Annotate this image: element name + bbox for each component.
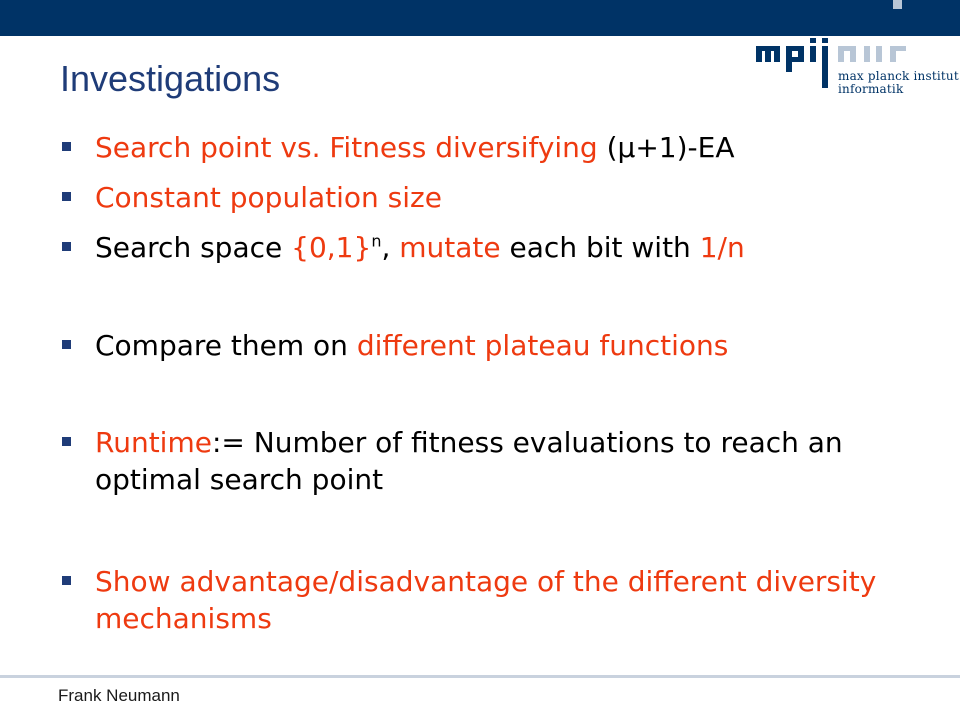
footer-divider	[0, 675, 960, 678]
logo-line-2: informatik	[838, 82, 904, 96]
bullet-segment: each bit with	[500, 231, 700, 264]
bullet-item	[95, 327, 885, 364]
bullet-item	[95, 424, 885, 498]
top-bar	[0, 0, 960, 36]
bullet-marker-icon	[62, 437, 71, 446]
bullet-segment: ,	[381, 231, 400, 264]
logo-line-1: max planck institut	[838, 69, 959, 83]
bullet-segment: Search point vs. Fitness diversifying	[95, 131, 598, 164]
bullet-segment: different plateau functions	[356, 329, 729, 362]
bullet-segment: (μ+1)-EA	[597, 131, 735, 164]
bullet-marker-icon	[62, 576, 71, 585]
bullet-segment: Runtime	[95, 426, 212, 459]
bullet-text	[95, 131, 735, 164]
bullet-text	[95, 329, 728, 362]
bullet-segment: 1/n	[699, 231, 745, 264]
bullet-item	[95, 129, 885, 166]
bullet-text	[95, 565, 876, 635]
bullet-segment: n	[371, 231, 382, 251]
bullet-marker-icon	[62, 340, 71, 349]
bullet-marker-icon	[62, 192, 71, 201]
bullet-item	[95, 229, 885, 266]
bullet-segment: := Number of fitness evaluations to reach an optimal search point	[95, 426, 843, 496]
bullet-segment: mutate	[399, 231, 501, 264]
logo-text	[838, 70, 959, 96]
bullet-text	[95, 181, 442, 214]
bullet-text	[95, 231, 745, 264]
slide-title: Investigations	[60, 58, 281, 99]
bullet-segment: Constant population size	[95, 181, 442, 214]
bullet-segment: {0,1}	[291, 231, 372, 264]
bullet-segment: Show advantage/disadvantage of the different diversity mechanisms	[95, 565, 877, 635]
bullet-text	[95, 426, 843, 496]
bullet-segment: Search space	[95, 231, 292, 264]
bullet-segment: Compare them on	[95, 329, 357, 362]
footer-author: Frank Neumann	[58, 686, 180, 705]
top-bar-accent	[893, 0, 902, 9]
bullet-marker-icon	[62, 142, 71, 151]
bullet-item	[95, 179, 885, 216]
bullet-marker-icon	[62, 242, 71, 251]
bullet-item	[95, 563, 885, 637]
